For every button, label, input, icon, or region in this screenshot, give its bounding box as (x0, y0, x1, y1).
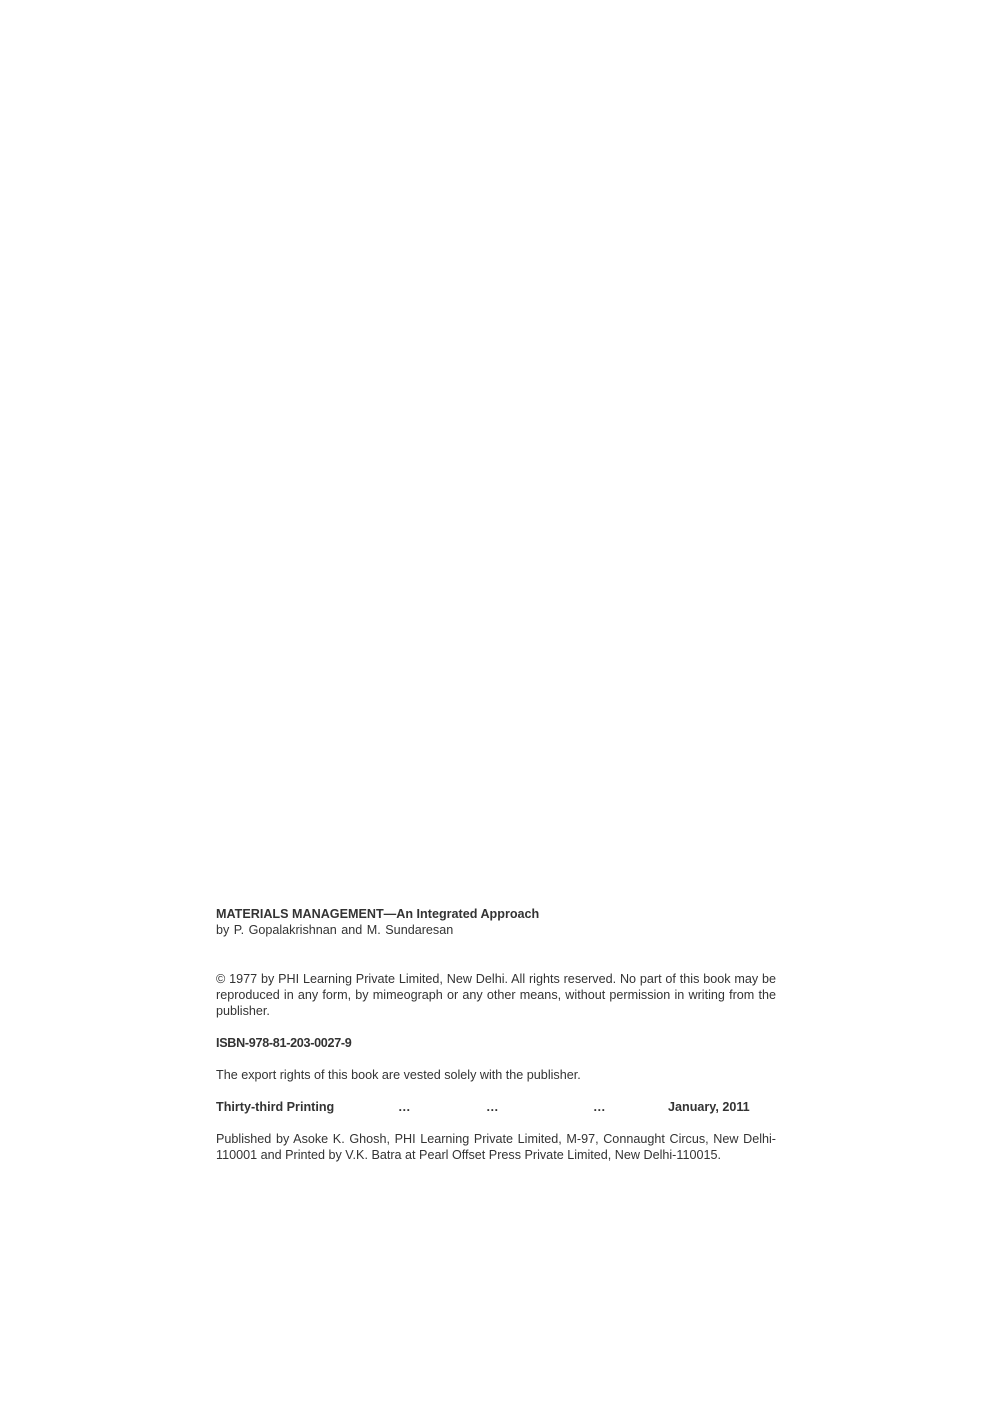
printing-separator: … (593, 1100, 606, 1114)
printing-separator: … (398, 1100, 411, 1114)
book-title: MATERIALS MANAGEMENT—An Integrated Approach (216, 907, 540, 921)
copyright-notice: © 1977 by PHI Learning Private Limited, New Delhi. All rights reserved. No part of this book may be reproduced in any form, by mimeograph or any other means, without permission in writing from the publisher. (216, 972, 776, 1018)
imprint-block (216, 906, 776, 1163)
printing-label: Thirty-third Printing (216, 1100, 335, 1114)
printing-line (216, 1099, 776, 1115)
isbn: ISBN-978-81-203-0027-9 (216, 1036, 352, 1050)
printing-separator: … (486, 1100, 499, 1114)
publisher-printer-statement: Published by Asoke K. Ghosh, PHI Learning Private Limited, M-97, Connaught Circus, New Delhi-110001 and Printed by V.K. Batra at Pearl Offset Press Private Limited, New Delhi-110015. (216, 1132, 776, 1162)
book-authors: by P. Gopalakrishnan and M. Sundaresan (216, 923, 454, 937)
printing-date: January, 2011 (668, 1100, 750, 1114)
export-rights-notice: The export rights of this book are vested solely with the publisher. (216, 1068, 581, 1082)
